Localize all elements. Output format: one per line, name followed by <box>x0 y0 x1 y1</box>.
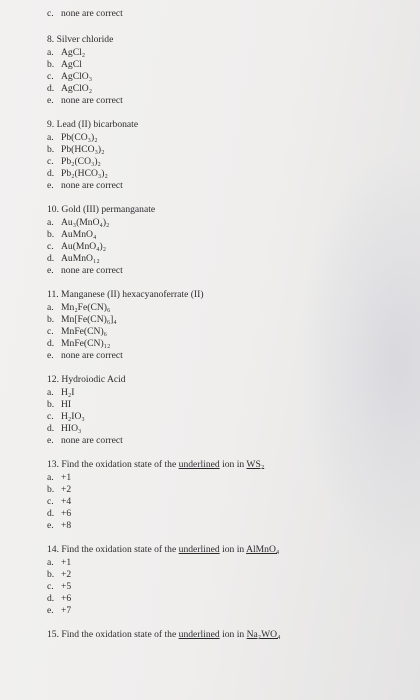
answer-option: c. Au(MnO₄)₂ <box>47 241 107 252</box>
answer-option: b. +2 <box>47 569 72 580</box>
question-list <box>47 8 407 642</box>
answer-option: b. AuMnO₄ <box>47 229 97 240</box>
answer-option: d. +6 <box>47 593 72 604</box>
underlined-word: underlined <box>178 544 220 555</box>
question-title: 11. Manganese (II) hexacyanoferrate (II) <box>47 289 204 300</box>
answer-option: b. Pb(HCO₃)₂ <box>47 144 105 155</box>
question-title: 15. Find the oxidation state of the underlined ion in Na₂WO₄ <box>47 629 281 640</box>
underlined-word: underlined <box>178 459 220 470</box>
answer-option: a. Pb(CO₃)₂ <box>47 132 98 143</box>
question-title: 12. Hydroiodic Acid <box>47 374 126 385</box>
answer-option: b. AgCl <box>47 59 82 70</box>
answer-option: e. none are correct <box>47 95 123 106</box>
answer-option: e. none are correct <box>47 180 123 191</box>
answer-option: d. MnFe(CN)₁₂ <box>47 338 111 349</box>
question-8 <box>47 34 407 107</box>
answer-option: a. AgCl₂ <box>47 47 86 58</box>
answer-option: e. none are correct <box>47 435 123 446</box>
answer-option: c. AgClO₃ <box>47 71 93 82</box>
question-9 <box>47 119 407 192</box>
answer-option: a. +1 <box>47 472 72 483</box>
answer-option: e. none are correct <box>47 350 123 361</box>
answer-option: d. Pb₂(HCO₃)₂ <box>47 168 108 179</box>
answer-option: e. +8 <box>47 520 72 531</box>
answer-option: c. +5 <box>47 581 72 592</box>
answer-option: a. Au₃(MnO₄)₂ <box>47 217 110 228</box>
formula: AlMnO₄ <box>246 544 280 555</box>
answer-option: e. none are correct <box>47 265 123 276</box>
question-title: 8. Silver chloride <box>47 34 114 45</box>
answer-option: c. +4 <box>47 496 72 507</box>
formula: Na₂WO₄ <box>246 629 281 640</box>
question-title: 13. Find the oxidation state of the underlined ion in WS₂ <box>47 459 265 470</box>
answer-option: c. none are correct <box>47 8 123 19</box>
answer-option: b. +2 <box>47 484 72 495</box>
answer-option: c. MnFe(CN)₆ <box>47 326 107 337</box>
question-10 <box>47 204 407 277</box>
answer-option: b. Mn[Fe(CN)₆]₄ <box>47 314 117 325</box>
answer-option: d. AuMnO₁₂ <box>47 253 100 264</box>
question-13 <box>47 459 407 532</box>
question-14 <box>47 544 407 617</box>
answer-option: d. HIO₃ <box>47 423 82 434</box>
answer-option: a. +1 <box>47 557 72 568</box>
answer-option: c. Pb₂(CO₃)₂ <box>47 156 101 167</box>
answer-option: a. Mn₂Fe(CN)₆ <box>47 302 111 313</box>
answer-option: b. HI <box>47 399 72 410</box>
question-title: 14. Find the oxidation state of the underlined ion in AlMnO₄ <box>47 544 280 555</box>
answer-option: d. AgClO₂ <box>47 83 93 94</box>
question-12 <box>47 374 407 447</box>
answer-option: d. +6 <box>47 508 72 519</box>
answer-option: e. +7 <box>47 605 72 616</box>
answer-option: c. H₂IO₃ <box>47 411 85 422</box>
question-title: 9. Lead (II) bicarbonate <box>47 119 139 130</box>
underlined-word: underlined <box>178 629 220 640</box>
answer-option: a. H₂I <box>47 387 75 398</box>
question-title: 10. Gold (III) permanganate <box>47 204 156 215</box>
question-15 <box>47 629 407 641</box>
formula: WS₂ <box>246 459 265 470</box>
question-11 <box>47 289 407 362</box>
